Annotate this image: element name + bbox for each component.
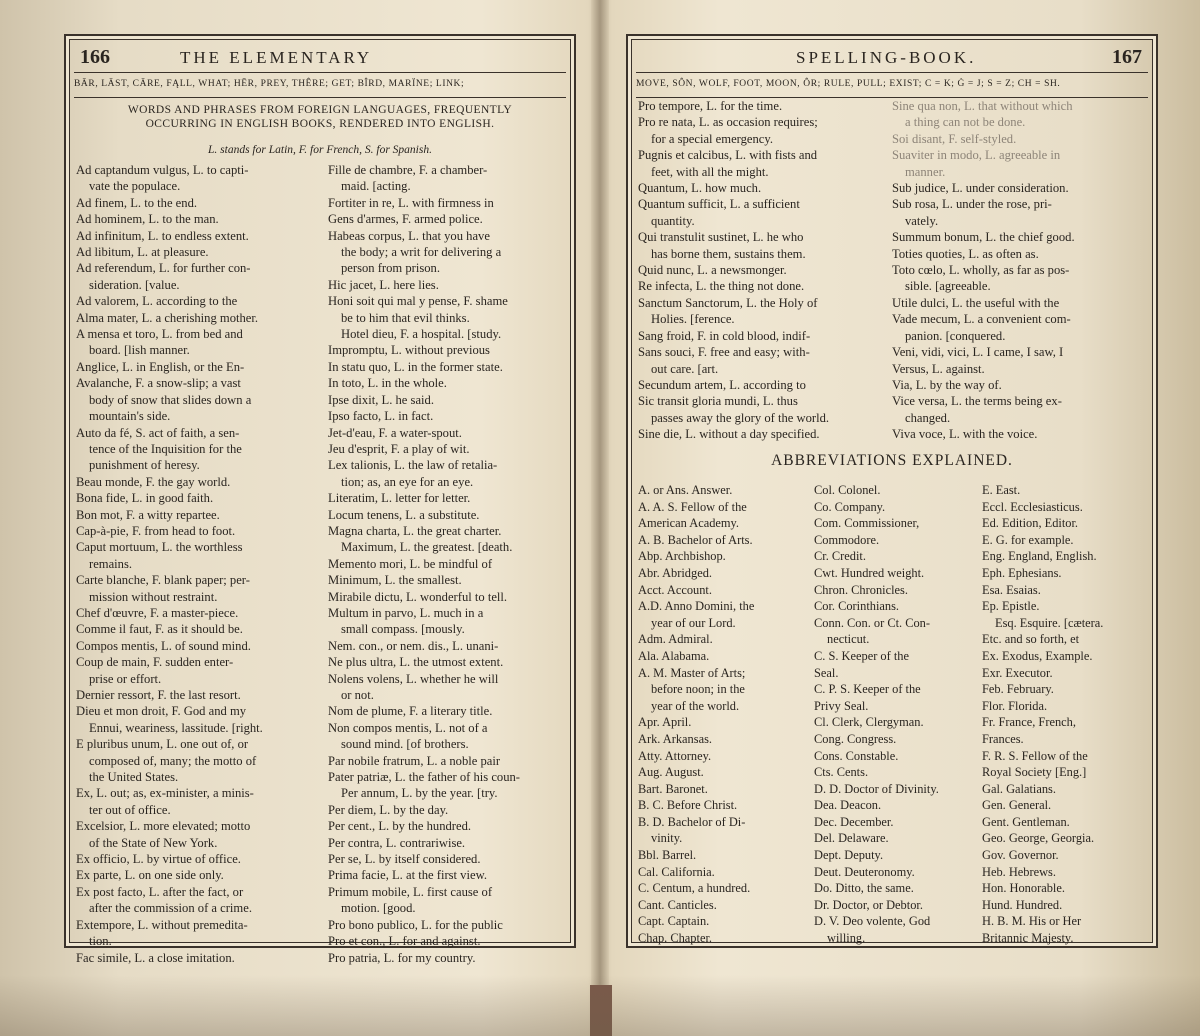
text-line: Ep. Epistle.: [982, 599, 1040, 614]
text-line: Conn. Con. or Ct. Con-: [814, 615, 930, 630]
text-line: D. D. Doctor of Divinity.: [814, 781, 939, 796]
text-line: year of the world.: [651, 698, 740, 713]
text-line: Bart. Baronet.: [638, 781, 708, 796]
text-line: Carte blanche, F. blank paper; per-: [76, 573, 250, 588]
text-line: remains.: [89, 556, 133, 571]
text-line: Feb. February.: [982, 682, 1054, 697]
text-line: Cap-à-pie, F. from head to foot.: [76, 523, 236, 538]
text-line: Cts. Cents.: [814, 765, 869, 780]
text-line: Sans souci, F. free and easy; with-: [638, 345, 810, 360]
text-line: Aug. August.: [638, 765, 704, 780]
text-line: Literatim, L. letter for letter.: [328, 491, 471, 506]
text-line: E. East.: [982, 483, 1021, 497]
text-line: Abp. Archbishop.: [638, 549, 726, 564]
text-line: Dernier ressort, F. the last resort.: [76, 688, 241, 702]
text-line: Cons. Constable.: [814, 748, 899, 763]
text-line: Geo. George, Georgia.: [982, 831, 1095, 846]
text-line: Pugnis et calcibus, L. with fists and: [638, 148, 818, 163]
text-line: Ex, L. out; as, ex-minister, a minis-: [76, 786, 254, 801]
text-line: Jet-d'eau, F. a water-spout.: [328, 425, 462, 440]
text-line: vate the populace.: [89, 179, 181, 194]
text-line: E. G. for example.: [982, 532, 1074, 547]
text-line: Ala. Alabama.: [638, 648, 710, 663]
text-line: or not.: [341, 688, 374, 702]
text-line: Dec. December.: [814, 814, 894, 829]
text-line: quantity.: [651, 213, 695, 228]
text-line: before noon; in the: [651, 682, 745, 697]
text-line: Do. Ditto, the same.: [814, 881, 914, 896]
text-line: Sanctum Sanctorum, L. the Holy of: [638, 295, 818, 310]
text-line: Ark. Arkansas.: [638, 731, 712, 746]
text-line: Gov. Governor.: [982, 848, 1059, 863]
text-line: punishment of heresy.: [89, 458, 200, 473]
text-line: Pro re nata, L. as occasion requires;: [638, 115, 818, 130]
text-line: Jeu d'esprit, F. a play of wit.: [328, 441, 470, 456]
text-line: has borne them, sustains them.: [651, 246, 806, 261]
text-line: Cwt. Hundred weight.: [814, 565, 925, 580]
text-line: Britannic Majesty.: [982, 931, 1074, 946]
text-line: Fortiter in re, L. with firmness in: [328, 195, 494, 210]
text-line: Pro tempore, L. for the time.: [638, 99, 783, 113]
text-line: maid. [acting.: [341, 179, 411, 194]
text-line: Exr. Executor.: [982, 665, 1053, 680]
text-line: be to him that evil thinks.: [341, 310, 470, 325]
text-line: Via, L. by the way of.: [892, 377, 1002, 392]
text-line: person from prison.: [341, 261, 440, 276]
text-line: Dea. Deacon.: [814, 798, 882, 813]
text-line: Hic jacet, L. here lies.: [328, 277, 439, 292]
text-line: Toties quoties, L. as often as.: [892, 246, 1039, 261]
text-line: Del. Delaware.: [814, 831, 889, 846]
text-line: Ipso facto, L. in fact.: [328, 409, 434, 424]
text-line: Per contra, L. contrariwise.: [328, 835, 466, 850]
text-line: Ad hominem, L. to the man.: [76, 212, 219, 227]
text-line: Ad libitum, L. at pleasure.: [76, 245, 209, 260]
text-line: Vice versa, L. the terms being ex-: [892, 394, 1062, 409]
text-line: A mensa et toro, L. from bed and: [76, 327, 243, 342]
text-line: Gal. Galatians.: [982, 781, 1056, 796]
text-line: prise or effort.: [89, 671, 162, 686]
text-line: Capt. Captain.: [638, 914, 710, 929]
text-line: Esq. Esquire. [cætera.: [995, 615, 1104, 630]
text-line: Bon mot, F. a witty repartee.: [76, 507, 220, 522]
text-line: Quantum sufficit, L. a sufficient: [638, 197, 800, 212]
text-line: Deut. Deuteronomy.: [814, 864, 915, 879]
right-page-header: [638, 44, 1146, 70]
text-line: Maximum, L. the greatest. [death.: [341, 540, 513, 555]
text-line: Flor. Florida.: [982, 698, 1048, 713]
text-line: willing.: [827, 931, 866, 946]
text-line: Sine die, L. without a day specified.: [638, 427, 820, 442]
text-line: Dieu et mon droit, F. God and my: [76, 704, 247, 719]
text-line: Ed. Edition, Editor.: [982, 516, 1079, 531]
text-line: E pluribus unum, L. one out of, or: [76, 737, 249, 752]
text-line: Minimum, L. the smallest.: [328, 573, 462, 588]
left-column-1: [76, 162, 318, 966]
text-line: A. A. S. Fellow of the: [638, 499, 747, 514]
abbreviations-column-1: [638, 482, 810, 947]
text-line: Cr. Credit.: [814, 549, 866, 564]
right-running-title: SPELLING-BOOK.: [796, 48, 977, 67]
text-line: A.D. Anno Domini, the: [638, 599, 755, 614]
text-line: Acct. Account.: [638, 582, 712, 597]
text-line: Ex parte, L. on one side only.: [76, 868, 224, 883]
text-line: necticut.: [827, 632, 870, 647]
text-line: out care. [art.: [651, 361, 719, 376]
text-line: Nem. con., or nem. dis., L. unani-: [328, 638, 499, 653]
text-line: Sic transit gloria mundi, L. thus: [638, 394, 798, 409]
text-line: Ipse dixit, L. he said.: [328, 392, 434, 407]
left-pronunciation-key: BĀR, LĀST, CĀRE, FĄLL, WHAT; HĒR, PREY, THÊRE; GET; BÎRD, MARÏNE; LINK;: [74, 72, 566, 98]
text-line: Pro et con., L. for and against.: [328, 934, 481, 949]
text-line: Coup de main, F. sudden enter-: [76, 655, 234, 670]
text-line: Eph. Ephesians.: [982, 565, 1062, 580]
text-line: Nolens volens, L. whether he will: [328, 671, 499, 686]
left-column-2: [328, 162, 568, 966]
text-line: the United States.: [89, 770, 179, 785]
text-line: B. D. Bachelor of Di-: [638, 814, 746, 829]
text-line: Re infecta, L. the thing not done.: [638, 279, 805, 294]
text-line: Atty. Attorney.: [638, 748, 712, 763]
text-line: Pro bono publico, L. for the public: [328, 917, 503, 932]
text-line: Prima facie, L. at the first view.: [328, 868, 487, 883]
text-line: a thing can not be done.: [905, 115, 1026, 130]
text-line: American Academy.: [638, 516, 740, 531]
text-line: manner.: [905, 164, 946, 179]
text-line: Pater patriæ, L. the father of his coun-: [328, 770, 520, 785]
text-line: Cal. California.: [638, 864, 715, 879]
text-line: C. Centum, a hundred.: [638, 881, 751, 896]
text-line: Heb. Hebrews.: [982, 864, 1056, 879]
right-page: [626, 34, 1158, 948]
text-line: year of our Lord.: [651, 615, 736, 630]
text-line: Primum mobile, L. first cause of: [328, 884, 493, 899]
text-line: Sub judice, L. under consideration.: [892, 181, 1069, 196]
text-line: board. [lish manner.: [89, 343, 190, 358]
text-line: Sang froid, F. in cold blood, indif-: [638, 328, 811, 343]
text-line: Toto cœlo, L. wholly, as far as pos-: [892, 263, 1070, 278]
text-line: Per diem, L. by the day.: [328, 802, 449, 817]
text-line: of the State of New York.: [89, 835, 218, 850]
text-line: Royal Society [Eng.]: [982, 765, 1087, 780]
text-line: Fac simile, L. a close imitation.: [76, 950, 235, 965]
text-line: C. P. S. Keeper of the: [814, 682, 921, 697]
text-line: Summum bonum, L. the chief good.: [892, 230, 1075, 245]
text-line: Abr. Abridged.: [638, 565, 712, 580]
text-line: Esa. Esaias.: [982, 582, 1041, 597]
text-line: D. V. Deo volente, God: [814, 914, 931, 929]
text-line: Nom de plume, F. a literary title.: [328, 704, 493, 719]
text-line: Locum tenens, L. a substitute.: [328, 507, 480, 522]
text-line: mission without restraint.: [89, 589, 218, 604]
text-line: Magna charta, L. the great charter.: [328, 523, 502, 538]
text-line: Cor. Corinthians.: [814, 599, 900, 614]
text-line: motion. [good.: [341, 901, 416, 916]
text-line: Beau monde, F. the gay world.: [76, 474, 231, 489]
abbreviations-column-2: [814, 482, 980, 947]
text-line: Qui transtulit sustinet, L. he who: [638, 230, 804, 245]
text-line: changed.: [905, 410, 951, 425]
text-line: Multum in parvo, L. much in a: [328, 605, 484, 620]
text-line: Extempore, L. without premedita-: [76, 917, 248, 932]
text-line: Chef d'œuvre, F. a master-piece.: [76, 605, 239, 620]
text-line: Cong. Congress.: [814, 731, 897, 746]
text-line: passes away the glory of the world.: [651, 410, 830, 425]
text-line: Per cent., L. by the hundred.: [328, 819, 472, 834]
text-line: small compass. [mously.: [341, 622, 465, 637]
text-line: C. S. Keeper of the: [814, 648, 909, 663]
text-line: Hund. Hundred.: [982, 897, 1063, 912]
text-line: Par nobile fratrum, L. a noble pair: [328, 753, 501, 768]
text-line: Viva voce, L. with the voice.: [892, 427, 1038, 442]
text-line: Dr. Doctor, or Debtor.: [814, 897, 923, 912]
text-line: Apr. April.: [638, 715, 692, 730]
text-line: Non compos mentis, L. not of a: [328, 720, 488, 735]
text-line: Gens d'armes, F. armed police.: [328, 212, 483, 227]
text-line: Fille de chambre, F. a chamber-: [328, 163, 488, 177]
text-line: Suaviter in modo, L. agreeable in: [892, 148, 1061, 163]
text-line: Excelsior, L. more elevated; motto: [76, 819, 251, 834]
text-line: feet, with all the might.: [651, 164, 769, 179]
text-line: Auto da fé, S. act of faith, a sen-: [76, 425, 240, 440]
text-line: Caput mortuum, L. the worthless: [76, 540, 243, 555]
text-line: Eccl. Ecclesiasticus.: [982, 499, 1083, 514]
book-gutter: [591, 0, 609, 1036]
text-line: Holies. [ference.: [651, 312, 735, 327]
text-line: Lex talionis, L. the law of retalia-: [328, 458, 498, 473]
text-line: Quid nunc, L. a newsmonger.: [638, 263, 787, 278]
text-line: Ad valorem, L. according to the: [76, 294, 238, 309]
text-line: B. C. Before Christ.: [638, 798, 738, 813]
text-line: sideration. [value.: [89, 277, 180, 292]
text-line: body of snow that slides down a: [89, 392, 252, 407]
right-pronunciation-key: MOVE, SÔN, WOLF, FOOT, MOON, ÔR; RULE, PULL; EXIST; C = K; Ġ = J; S = Z; CH = SH.: [636, 72, 1148, 98]
text-line: Mirabile dictu, L. wonderful to tell.: [328, 589, 508, 604]
text-line: Impromptu, L. without previous: [328, 343, 490, 358]
left-page-number: 166: [80, 46, 110, 68]
text-line: Commodore.: [814, 532, 880, 547]
text-line: Chron. Chronicles.: [814, 582, 908, 597]
text-line: In statu quo, L. in the former state.: [328, 359, 503, 374]
left-running-title: THE ELEMENTARY: [180, 48, 373, 67]
text-line: the body; a writ for delivering a: [341, 245, 502, 260]
text-line: vinity.: [651, 831, 683, 846]
text-line: Chap. Chapter.: [638, 931, 712, 946]
text-line: Adm. Admiral.: [638, 632, 713, 647]
text-line: A. M. Master of Arts;: [638, 665, 746, 680]
left-page: [64, 34, 576, 965]
text-line: Privy Seal.: [814, 698, 869, 713]
text-line: Ennui, weariness, lassitude. [right.: [89, 720, 263, 735]
text-line: Sub rosa, L. under the rose, pri-: [892, 197, 1052, 212]
text-line: Hotel dieu, F. a hospital. [study.: [341, 327, 502, 342]
section-subtitle: L. stands for Latin, F. for French, S. for Spanish.: [208, 144, 432, 156]
abbreviations-column-3: [982, 482, 1150, 947]
text-line: Frances.: [982, 731, 1024, 746]
text-line: tence of the Inquisition for the: [89, 441, 242, 456]
text-line: Vade mecum, L. a convenient com-: [892, 312, 1071, 327]
text-line: Comme il faut, F. as it should be.: [76, 622, 243, 637]
text-line: Veni, vidi, vici, L. I came, I saw, I: [892, 345, 1064, 360]
text-line: Per se, L. by itself considered.: [328, 852, 481, 867]
section-title-line-2: OCCURRING IN ENGLISH BOOKS, RENDERED INTO ENGLISH.: [145, 118, 495, 130]
text-line: Versus, L. against.: [892, 361, 985, 376]
text-line: Ex officio, L. by virtue of office.: [76, 852, 241, 867]
text-line: sound mind. [of brothers.: [341, 737, 469, 752]
text-line: Hon. Honorable.: [982, 881, 1065, 896]
text-line: tion.: [89, 934, 112, 949]
text-line: Gen. General.: [982, 798, 1052, 813]
abbreviations-title: ABBREVIATIONS EXPLAINED.: [771, 452, 1013, 469]
text-line: for a special emergency.: [651, 131, 774, 146]
text-line: Avalanche, F. a snow-slip; a vast: [76, 376, 241, 391]
text-line: Cl. Clerk, Clergyman.: [814, 715, 924, 730]
text-line: Compos mentis, L. of sound mind.: [76, 638, 251, 653]
text-line: Co. Company.: [814, 499, 886, 514]
text-line: Col. Colonel.: [814, 483, 881, 497]
text-line: after the commission of a crime.: [89, 901, 252, 916]
text-line: Ex post facto, L. after the fact, or: [76, 884, 244, 899]
text-line: Habeas corpus, L. that you have: [328, 228, 490, 243]
text-line: Sine qua non, L. that without which: [892, 99, 1073, 113]
text-line: Gent. Gentleman.: [982, 814, 1070, 829]
text-line: H. B. M. His or Her: [982, 914, 1082, 929]
text-line: panion. [conquered.: [905, 328, 1006, 343]
text-line: Dept. Deputy.: [814, 848, 884, 863]
text-line: Ex. Exodus, Example.: [982, 648, 1093, 663]
text-line: Utile dulci, L. the useful with the: [892, 295, 1060, 310]
text-line: Ad infinitum, L. to endless extent.: [76, 228, 249, 243]
text-line: Memento mori, L. be mindful of: [328, 556, 493, 571]
right-page-number: 167: [1112, 46, 1142, 68]
section-title-line-1: WORDS AND PHRASES FROM FOREIGN LANGUAGES, FREQUENTLY: [127, 104, 513, 116]
page-edge-shadow: [0, 975, 1200, 1036]
text-line: Com. Commissioner,: [814, 516, 920, 531]
text-line: Per annum, L. by the year. [try.: [341, 786, 498, 801]
text-line: Anglice, L. in English, or the En-: [76, 359, 245, 374]
text-line: Ad captandum vulgus, L. to capti-: [76, 163, 249, 177]
text-line: sible. [agreeable.: [905, 279, 991, 294]
text-line: Seal.: [814, 665, 839, 680]
text-line: Quantum, L. how much.: [638, 181, 762, 196]
text-line: Honi soit qui mal y pense, F. shame: [328, 294, 508, 309]
text-line: In toto, L. in the whole.: [328, 376, 447, 391]
text-line: Ad finem, L. to the end.: [76, 195, 198, 210]
right-column-1: [638, 98, 886, 443]
text-line: composed of, many; the motto of: [89, 753, 257, 768]
text-line: F. R. S. Fellow of the: [982, 748, 1088, 763]
text-line: Soi disant, F. self-styled.: [892, 131, 1017, 146]
text-line: A. or Ans. Answer.: [638, 483, 733, 497]
text-line: Cant. Canticles.: [638, 897, 717, 912]
text-line: mountain's side.: [89, 409, 171, 424]
text-line: Secundum artem, L. according to: [638, 377, 806, 392]
text-line: A. B. Bachelor of Arts.: [638, 532, 753, 547]
text-line: Pro patria, L. for my country.: [328, 950, 476, 965]
text-line: Eng. England, English.: [982, 549, 1097, 564]
text-line: Fr. France, French,: [982, 715, 1076, 730]
text-line: Alma mater, L. a cherishing mother.: [76, 310, 259, 325]
text-line: Bbl. Barrel.: [638, 848, 697, 863]
text-line: tion; as, an eye for an eye.: [341, 474, 474, 489]
left-page-header: [76, 44, 564, 70]
text-line: Etc. and so forth, et: [982, 632, 1080, 647]
text-line: Bona fide, L. in good faith.: [76, 491, 214, 506]
right-column-2: [892, 98, 1148, 443]
text-line: Ne plus ultra, L. the utmost extent.: [328, 655, 504, 670]
text-line: vately.: [905, 213, 939, 228]
text-line: ter out of office.: [89, 802, 171, 817]
text-line: Ad referendum, L. for further con-: [76, 261, 251, 276]
